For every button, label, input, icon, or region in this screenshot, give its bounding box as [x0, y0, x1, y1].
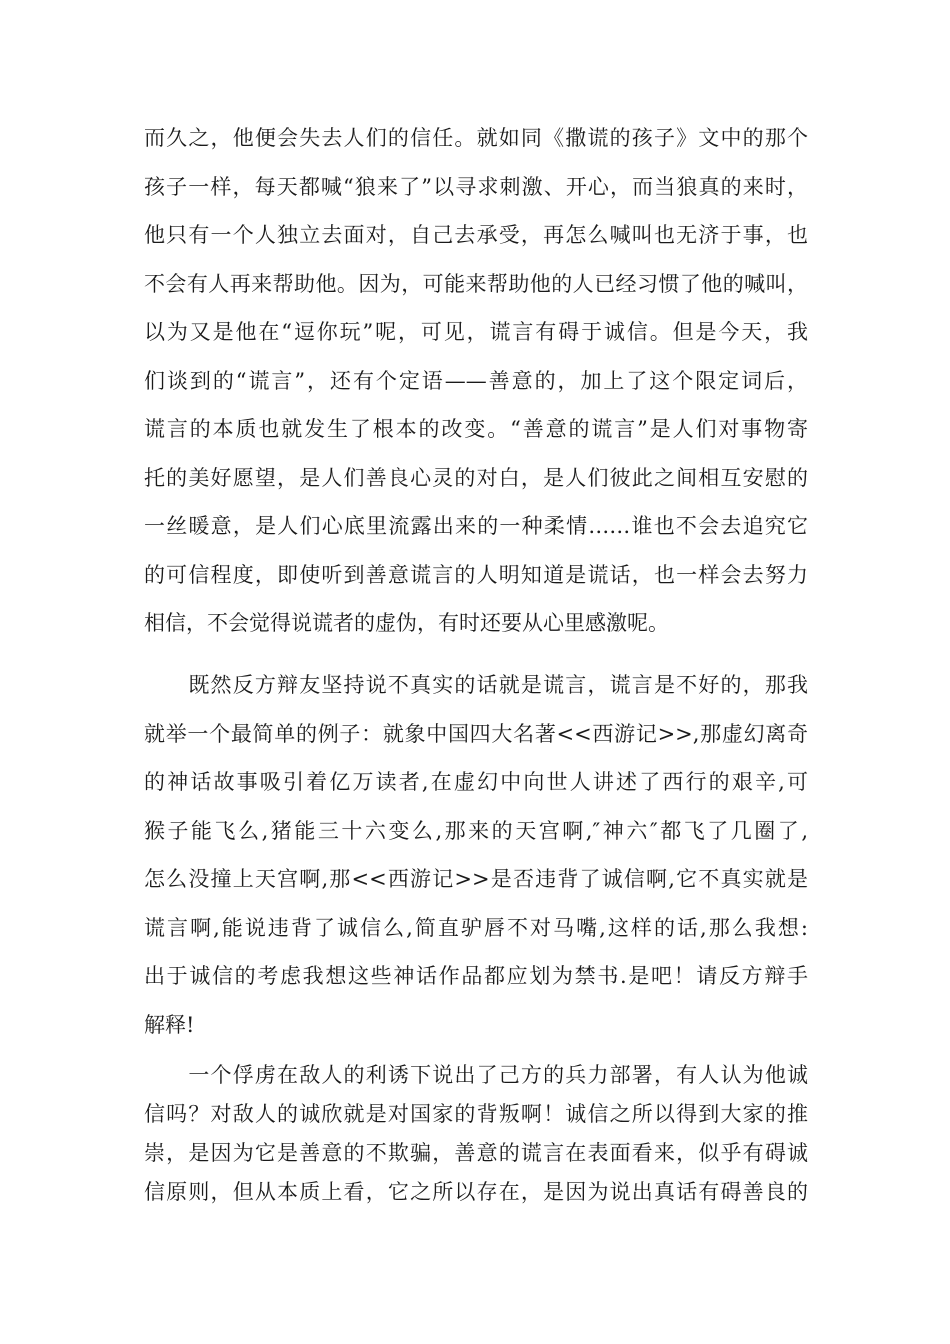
paragraph-1 [144, 114, 808, 648]
text-line: 他只有一个人独立去面对，自己去承受，再怎么喊叫也无济于事，也 [144, 223, 808, 247]
text-line: 既然反方辩友坚持说不真实的话就是谎言，谎言是不好的，那我 [144, 673, 808, 697]
text-line: 以为又是他在“逗你玩”呢，可见，谎言有碍于诚信。但是今天，我 [144, 320, 808, 344]
text-line: 谎言的本质也就发生了根本的改变。“善意的谎言”是人们对事物寄 [144, 417, 808, 441]
text-line: 信原则，但从本质上看，它之所以存在，是因为说出真话有碍善良的 [144, 1180, 808, 1204]
text-line: 相信，不会觉得说谎者的虚伪，有时还要从心里感激呢。 [144, 611, 669, 635]
text-line: 而久之，他便会失去人们的信任。就如同《撒谎的孩子》文中的那个 [144, 126, 808, 150]
text-line: 崇，是因为它是善意的不欺骗，善意的谎言在表面看来，似乎有碍诚 [144, 1141, 808, 1165]
text-line: 的可信程度，即使听到善意谎言的人明知道是谎话，也一样会去努力 [144, 562, 808, 587]
text-line: 怎么没撞上天宫啊,那<<西游记>>是否违背了诚信啊,它不真实就是 [144, 867, 808, 891]
text-line: 谎言啊,能说违背了诚信么,简直驴唇不对马嘴,这样的话,那么我想: [144, 915, 808, 940]
text-line: 就举一个最简单的例子：就象中国四大名著<<西游记>>,那虚幻离奇 [144, 721, 808, 746]
text-line: 托的美好愿望，是人们善良心灵的对白，是人们彼此之间相互安慰的 [144, 465, 808, 490]
text-line: 不会有人再来帮助他。因为，可能来帮助他的人已经习惯了他的喊叫， [144, 271, 808, 296]
text-line: 们谈到的“谎言”，还有个定语——善意的，加上了这个限定词后， [144, 368, 808, 393]
paragraph-2 [144, 661, 808, 1049]
text-line: 的神话故事吸引着亿万读者,在虚幻中向世人讲述了西行的艰辛,可 [144, 770, 808, 794]
text-line: 一个俘虏在敌人的利诱下说出了己方的兵力部署，有人认为他诚 [144, 1063, 808, 1087]
text-line: 一丝暖意，是人们心底里流露出来的一种柔情……谁也不会去追究它 [144, 514, 808, 538]
text-line: 信吗？对敌人的诚欣就是对国家的背叛啊！诚信之所以得到大家的推 [144, 1102, 808, 1126]
text-line: 孩子一样，每天都喊“狼来了”以寻求刺激、开心，而当狼真的来时， [144, 174, 808, 199]
text-line: 解释! [144, 1012, 195, 1037]
text-line: 出于诚信的考虑我想这些神话作品都应划为禁书.是吧！请反方辩手 [144, 964, 808, 988]
paragraph-3 [144, 1056, 808, 1212]
text-line: 猴子能飞么,猪能三十六变么,那来的天宫啊,″神六″都飞了几圈了, [144, 818, 808, 843]
